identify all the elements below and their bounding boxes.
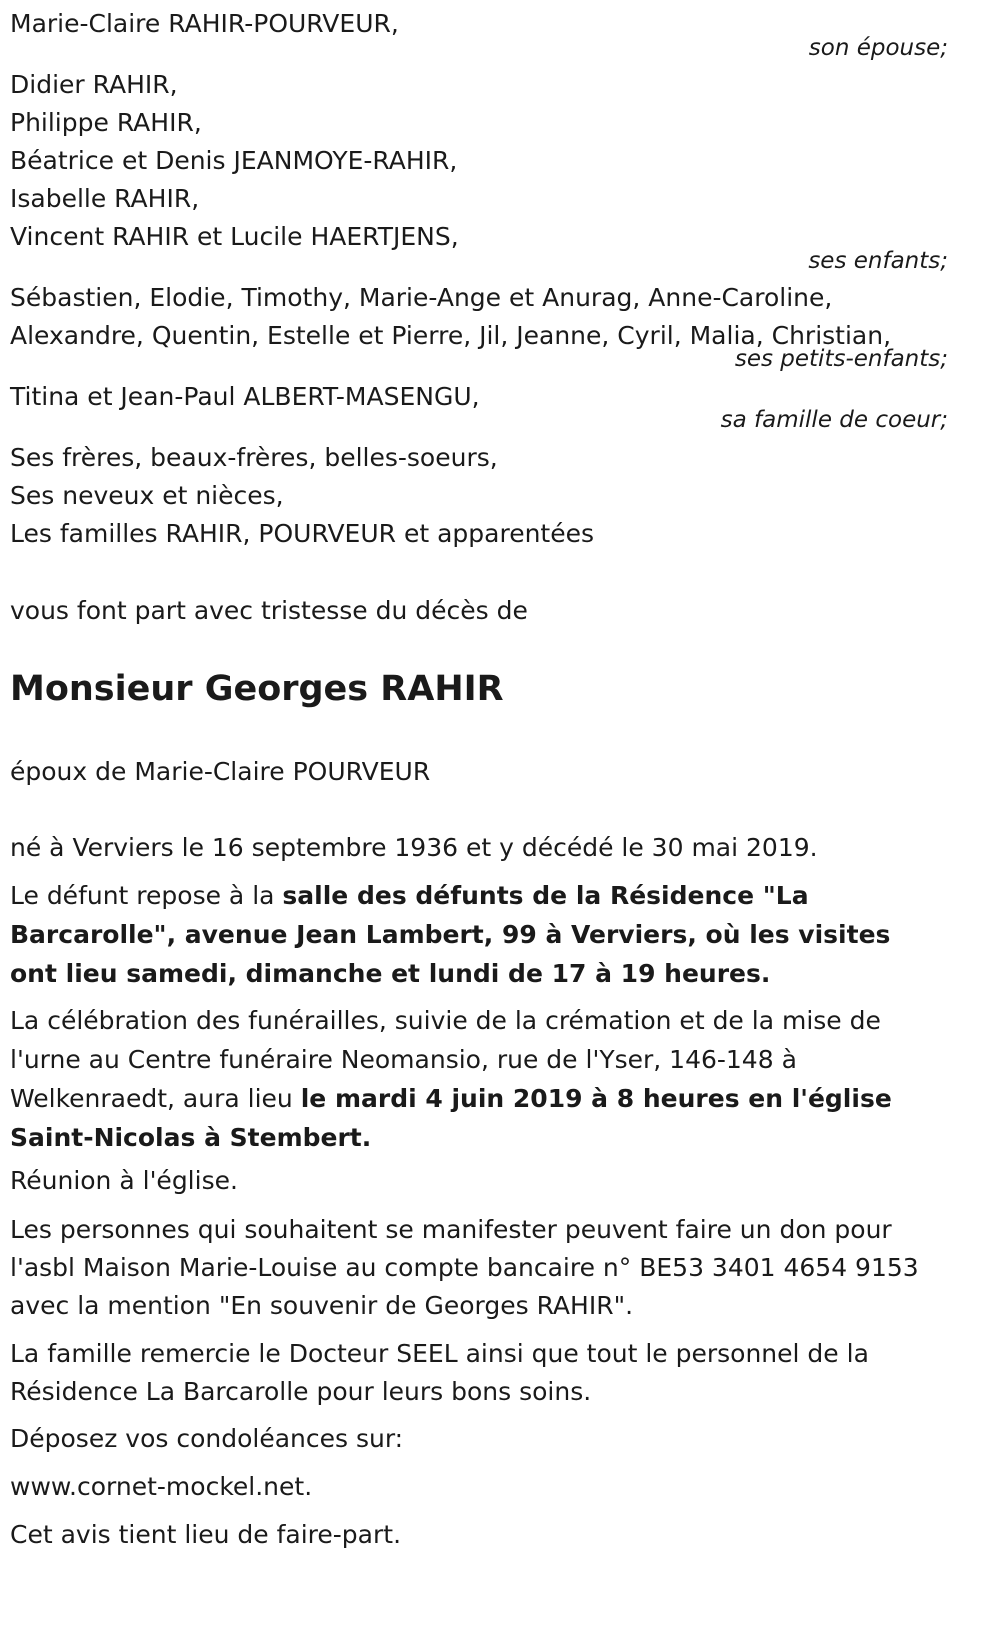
ceremony-paragraph (10, 1001, 945, 1157)
child-name: Béatrice et Denis JEANMOYE-RAHIR, (10, 146, 458, 175)
ceremony-prefix: La célébration des funérailles, suivie de la crémation et de la mise de l'urne au Centre funéraire Neomansio, rue de l'Yser, 146-148 à Welkenraedt, aura lieu (10, 1006, 881, 1113)
repose-paragraph (10, 876, 945, 993)
spouse-role: son épouse; (808, 35, 948, 61)
condolences-label: Déposez vos condoléances sur: (10, 1424, 404, 1453)
grandchildren-line: Alexandre, Quentin, Estelle et Pierre, Jil, Jeanne, Cyril, Malia, Christian, (10, 321, 892, 350)
children-role: ses enfants; (808, 248, 948, 274)
repose-prefix: Le défunt repose à la (10, 881, 283, 910)
thanks-paragraph: La famille remercie le Docteur SEEL ainsi que tout le personnel de la Résidence La Barcarolle pour leurs bons soins. (10, 1339, 869, 1406)
extended-family-line: Les familles RAHIR, POURVEUR et apparentées (10, 519, 595, 548)
announcement-intro: vous font part avec tristesse du décès de (10, 596, 528, 625)
heart-family-name: Titina et Jean-Paul ALBERT-MASENGU, (10, 382, 480, 411)
repose-details: salle des défunts de la Résidence "La Barcarolle", avenue Jean Lambert, 99 à Verviers, où les visites ont lieu samedi, dimanche et lundi de 17 à 19 heures. (10, 881, 891, 988)
extended-family-line: Ses neveux et nièces, (10, 481, 284, 510)
condolences-url[interactable]: www.cornet-mockel.net. (10, 1472, 313, 1501)
extended-family-line: Ses frères, beaux-frères, belles-soeurs, (10, 443, 498, 472)
child-name: Didier RAHIR, (10, 70, 178, 99)
spouse-of: époux de Marie-Claire POURVEUR (10, 757, 431, 786)
child-name: Philippe RAHIR, (10, 108, 202, 137)
heart-family-role: sa famille de coeur; (720, 407, 948, 433)
closing-note: Cet avis tient lieu de faire-part. (10, 1520, 402, 1549)
child-name: Isabelle RAHIR, (10, 184, 200, 213)
grandchildren-role: ses petits-enfants; (734, 346, 948, 372)
meeting-note: Réunion à l'église. (10, 1166, 238, 1195)
birth-death: né à Verviers le 16 septembre 1936 et y décédé le 30 mai 2019. (10, 833, 818, 862)
spouse-name: Marie-Claire RAHIR-POURVEUR, (10, 9, 399, 38)
donation-paragraph: Les personnes qui souhaitent se manifester peuvent faire un don pour l'asbl Maison Marie-Louise au compte bancaire n° BE53 3401 4654 9153 avec la mention "En souvenir de Georges RAHIR". (10, 1215, 919, 1320)
grandchildren-line: Sébastien, Elodie, Timothy, Marie-Ange et Anurag, Anne-Caroline, (10, 283, 833, 312)
deceased-name: Monsieur Georges RAHIR (10, 669, 504, 709)
ceremony-details: le mardi 4 juin 2019 à 8 heures en l'église Saint-Nicolas à Stembert. (10, 1084, 892, 1152)
child-name: Vincent RAHIR et Lucile HAERTJENS, (10, 222, 459, 251)
